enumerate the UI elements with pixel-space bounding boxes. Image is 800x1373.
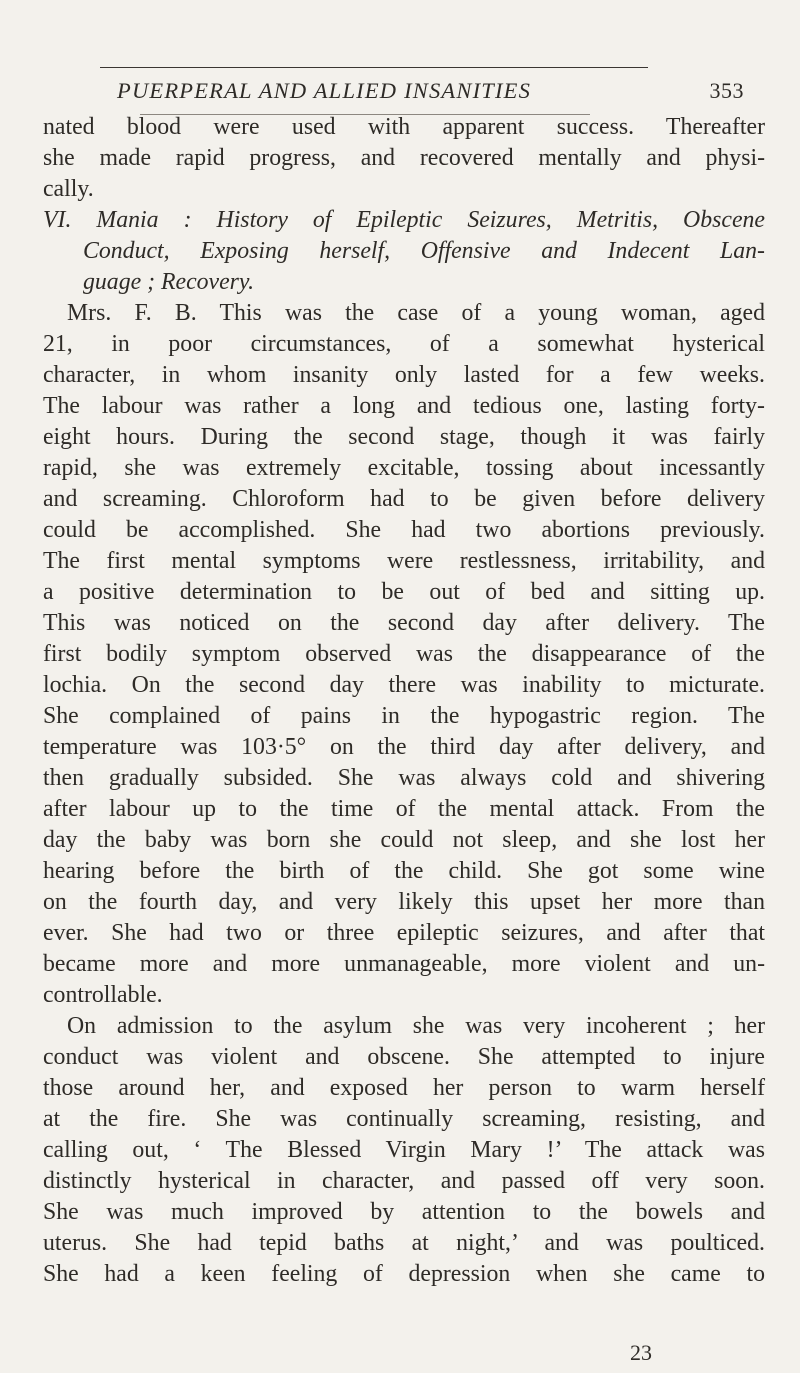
text-line: could be accomplished. She had two abortions previously. <box>43 517 765 543</box>
text-line: 21, in poor circumstances, of a somewhat hysterical <box>43 331 765 357</box>
text-line: Mrs. F. B. This was the case of a young woman, aged <box>67 300 765 326</box>
text-line: controllable. <box>43 982 163 1008</box>
text-line: The first mental symptoms were restlessness, irritability, and <box>43 548 765 574</box>
text-line: distinctly hysterical in character, and passed off very soon. <box>43 1168 765 1194</box>
text-line: a positive determination to be out of bed and sitting up. <box>43 579 765 605</box>
text-line: and screaming. Chloroform had to be given before delivery <box>43 486 765 512</box>
text-line: ever. She had two or three epileptic seizures, and after that <box>43 920 765 946</box>
text-line: those around her, and exposed her person to warm herself <box>43 1075 765 1101</box>
text-line: eight hours. During the second stage, though it was fairly <box>43 424 765 450</box>
body-text <box>43 112 765 1290</box>
text-line: day the baby was born she could not sleep, and she lost her <box>43 827 765 853</box>
case-heading-line: guage ; Recovery. <box>83 269 255 295</box>
text-line: cally. <box>43 176 94 202</box>
text-line: calling out, ‘ The Blessed Virgin Mary !’ The attack was <box>43 1137 765 1163</box>
text-line: conduct was violent and obscene. She attempted to injure <box>43 1044 765 1070</box>
text-line: then gradually subsided. She was always cold and shivering <box>43 765 765 791</box>
text-line: nated blood were used with apparent success. Thereafter <box>43 114 765 140</box>
running-title: PUERPERAL AND ALLIED INSANITIES <box>117 78 532 103</box>
text-line: This was noticed on the second day after delivery. The <box>43 610 765 636</box>
text-line: The labour was rather a long and tedious one, lasting forty- <box>43 393 765 419</box>
signature-mark: 23 <box>630 1340 652 1365</box>
text-line: after labour up to the time of the mental attack. From the <box>43 796 765 822</box>
page-number: 353 <box>709 78 744 103</box>
text-line: She complained of pains in the hypogastric region. The <box>43 703 765 729</box>
text-line: first bodily symptom observed was the disappearance of the <box>43 641 765 667</box>
header-rule <box>100 67 648 68</box>
text-line: became more and more unmanageable, more violent and un- <box>43 951 765 977</box>
text-line: temperature was 103·5° on the third day after delivery, and <box>43 734 765 760</box>
text-line: hearing before the birth of the child. She got some wine <box>43 858 765 884</box>
text-line: at the fire. She was continually screaming, resisting, and <box>43 1106 765 1132</box>
text-line: On admission to the asylum she was very incoherent ; her <box>67 1013 765 1039</box>
text-line: She was much improved by attention to the bowels and <box>43 1199 765 1225</box>
text-line: character, in whom insanity only lasted for a few weeks. <box>43 362 765 388</box>
text-line: She had a keen feeling of depression when she came to <box>43 1261 765 1287</box>
case-heading-line: VI. Mania : History of Epileptic Seizures, Metritis, Obscene <box>43 207 765 233</box>
text-line: she made rapid progress, and recovered mentally and physi- <box>43 145 765 171</box>
case-heading-line: Conduct, Exposing herself, Offensive and Indecent Lan- <box>83 238 765 264</box>
text-line: on the fourth day, and very likely this upset her more than <box>43 889 765 915</box>
text-line: uterus. She had tepid baths at night,’ and was poulticed. <box>43 1230 765 1256</box>
text-line: lochia. On the second day there was inability to micturate. <box>43 672 765 698</box>
text-line: rapid, she was extremely excitable, tossing about incessantly <box>43 455 765 481</box>
